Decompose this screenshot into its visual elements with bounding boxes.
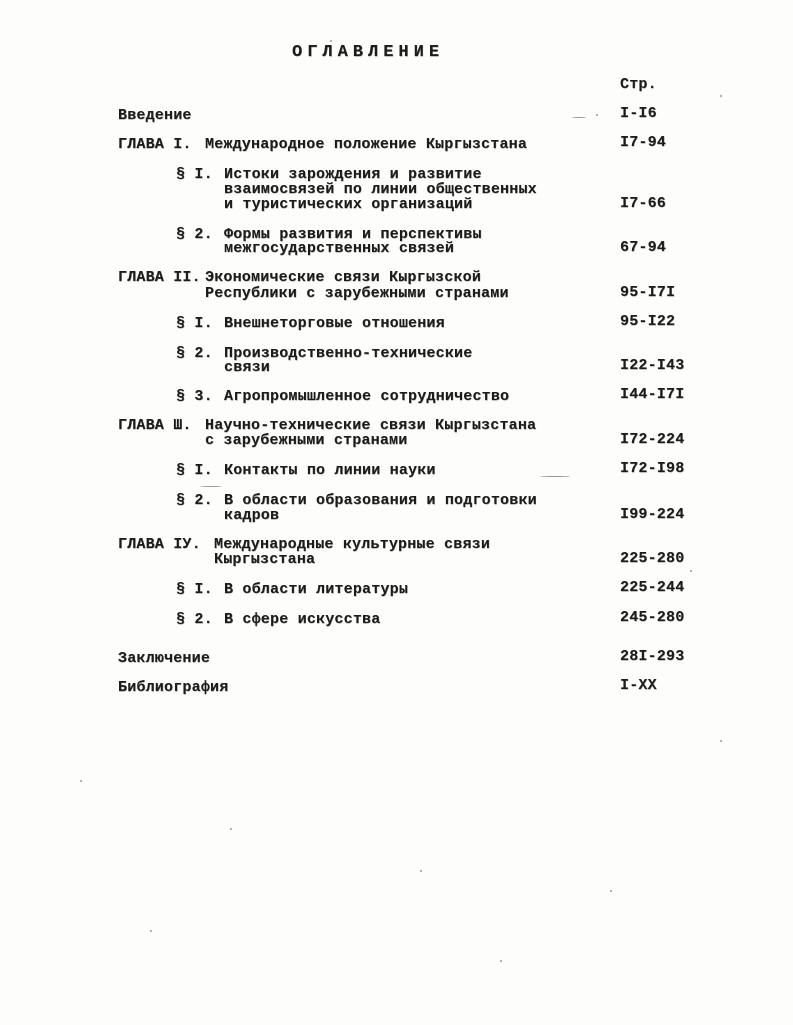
section-label: § I.: [176, 462, 213, 479]
section-label: § I.: [176, 315, 213, 332]
scan-speck: [610, 890, 612, 892]
entry-title-line: с зарубежными странами: [205, 432, 408, 449]
entry-pages: 225-244: [620, 579, 685, 596]
entry-title-line: Истоки зарождения и развитие: [224, 166, 482, 183]
scan-speck: [690, 570, 692, 572]
entry-pages: I72-I98: [620, 460, 685, 477]
section-label: § 2.: [176, 611, 213, 628]
entry-title-line: Производственно-технические: [224, 345, 473, 362]
entry-pages: I44-I7I: [620, 386, 685, 403]
entry-pages: 245-280: [620, 609, 685, 626]
entry-title: Международное положение Кыргызстана: [205, 136, 528, 153]
scan-speck: [540, 476, 570, 477]
section-label: § 2.: [176, 345, 213, 362]
chapter-label: ГЛАВА Ш.: [118, 417, 192, 434]
scan-speck: [230, 828, 232, 830]
chapter-label: ГЛАВА II.: [118, 269, 201, 286]
scan-speck: [500, 960, 502, 962]
entry-pages: I99-224: [620, 506, 685, 523]
section-label: § I.: [176, 166, 213, 183]
entry-title-line: Формы развития и перспективы: [224, 226, 482, 243]
entry-pages: I22-I43: [620, 357, 685, 374]
pages-column-header: Стр.: [620, 76, 657, 93]
entry-pages: 225-280: [620, 550, 685, 567]
entry-title-line: Контакты по линии науки: [224, 462, 436, 479]
entry-title-line: взаимосвязей по линии общественных: [224, 181, 537, 198]
entry-pages: I7-66: [620, 195, 667, 212]
entry-pages: I72-224: [620, 431, 685, 448]
scan-speck: [200, 486, 222, 487]
chapter-label: ГЛАВА IУ.: [118, 536, 201, 553]
scan-speck: [720, 95, 722, 97]
entry-title-line: Внешнеторговые отношения: [224, 315, 445, 332]
entry-pages: 95-I7I: [620, 284, 676, 301]
entry-title-line: и туристических организаций: [224, 196, 473, 213]
entry-pages: I7-94: [620, 134, 667, 151]
scan-speck: [330, 40, 332, 42]
entry-pages: I-I6: [620, 105, 657, 122]
entry-title-line: Агропромышленное сотрудничество: [224, 388, 510, 405]
scan-speck: [596, 114, 598, 116]
entry-title-line: В сфере искусства: [224, 611, 381, 628]
entry-title: Заключение: [118, 650, 211, 667]
entry-pages: 95-I22: [620, 313, 676, 330]
scan-speck: [720, 740, 722, 742]
entry-title-line: Республики с зарубежными странами: [205, 285, 509, 302]
entry-title-line: Экономические связи Кыргызской: [205, 269, 482, 286]
entry-title-line: связи: [224, 359, 271, 376]
entry-pages: I-XX: [620, 677, 657, 694]
entry-title-line: межгосударственных связей: [224, 240, 455, 257]
toc-title: ОГЛАВЛЕНИЕ: [292, 43, 445, 62]
entry-pages: 67-94: [620, 239, 667, 256]
entry-pages: 28I-293: [620, 648, 685, 665]
entry-title-line: В области образования и подготовки: [224, 492, 537, 509]
entry-title-line: Международные культурные связи: [214, 536, 491, 553]
scan-speck: [420, 870, 422, 872]
entry-title-line: Научно-технические связи Кыргызстана: [205, 417, 537, 434]
section-label: § 2.: [176, 492, 213, 509]
entry-title: Введение: [118, 107, 192, 124]
section-label: § 3.: [176, 388, 213, 405]
chapter-label: ГЛАВА I.: [118, 136, 192, 153]
scan-speck: [150, 930, 152, 932]
section-label: § I.: [176, 581, 213, 598]
section-label: § 2.: [176, 226, 213, 243]
entry-title-line: В области литературы: [224, 581, 409, 598]
entry-title-line: кадров: [224, 507, 280, 524]
scan-speck: [80, 780, 82, 782]
entry-title: Библиография: [118, 679, 229, 696]
scan-speck: [572, 117, 586, 118]
entry-title-line: Кыргызстана: [214, 551, 316, 568]
